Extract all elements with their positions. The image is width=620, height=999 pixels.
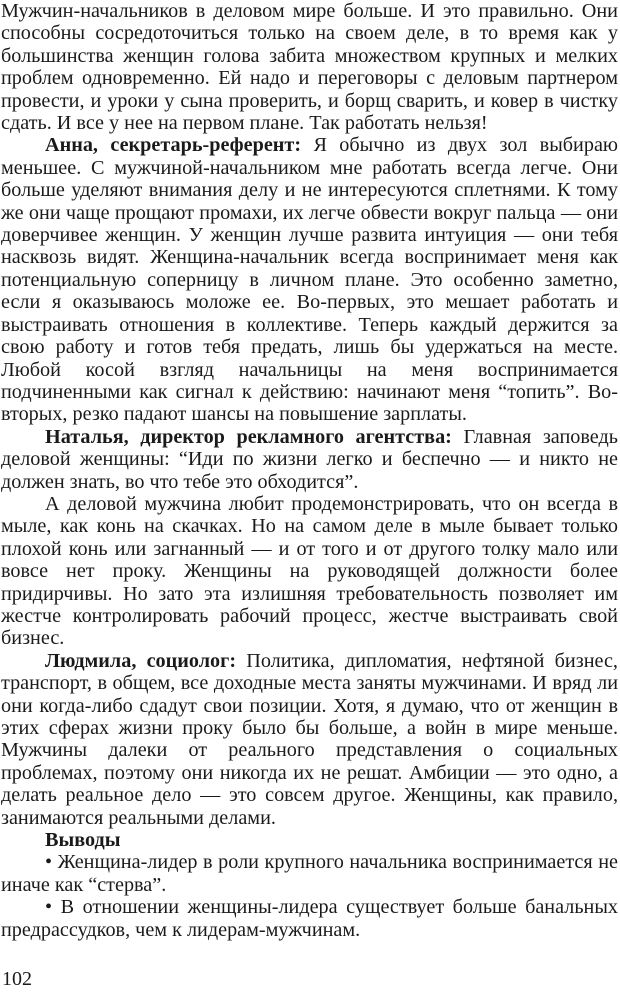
page-text: [1, 0, 618, 941]
paragraph-text: Главная заповедь деловой женщины: “Иди по жизни легко и беспечно — и никто не должен знать, во что тебе это обходится”.: [1, 425, 618, 493]
paragraph-lyudmila: [1, 650, 618, 829]
bullet-item: • В отношении женщины-лидера существует больше банальных предрассудков, чем к лидерам-мужчинам.: [1, 896, 618, 941]
section-heading: Выводы: [45, 829, 121, 852]
bullet-item: • Женщина-лидер в роли крупного начальника воспринимается не иначе как “стерва”.: [1, 851, 618, 896]
speaker-label: Людмила, социолог:: [45, 649, 237, 672]
paragraph-natalya: [1, 426, 618, 493]
paragraph-text: Политика, дипломатия, нефтяной бизнес, транспорт, в общем, все доходные места заняты мужчинами. И вряд ли они когда-либо сдадут свои позиции. Хотя, я думаю, что от женщин в этих сферах жизни проку было бы больше, а войн в мире меньше. Мужчины далеки от реального представления о социальных проблемах, поэтому они никогда их не решат. Амбиции — это одно, а делать реальное дело — это совсем другое. Женщины, как правило, занимаются реальными делами.: [1, 649, 618, 829]
paragraph-text: Я обычно из двух зол выбираю меньшее. С мужчиной-начальником мне работать всегда легче. Они больше уделяют внимания делу и не интересуются сплетнями. К тому же они чаще прощают промахи, их легче обвести вокруг пальца — они доверчивее женщин. У женщин лучше развита интуиция — они тебя насквозь видят. Женщина-начальник всегда воспринимает меня как потенциальную соперницу в личном плане. Это особенно заметно, если я оказываюсь моложе ее. Во-первых, это мешает работать и выстраивать отношения в коллективе. Теперь каждый держится за свою работу и готов тебя предать, лишь бы удержаться на месте. Любой косой взгляд начальницы на меня воспринимается подчиненными как сигнал к действию: начинают меня “топить”. Во-вторых, резко падают шансы на повышение зарплаты.: [1, 134, 618, 426]
page-number: 102: [2, 968, 32, 990]
paragraph-intro: [1, 0, 618, 134]
paragraph-business-man: [1, 493, 618, 650]
paragraph-anna: [1, 134, 618, 425]
speaker-label: Наталья, директор рекламного агентства:: [45, 425, 452, 448]
paragraph-text: Мужчин-начальников в деловом мире больше. И это правильно. Они способны сосредоточиться только на своем деле, в то время как у большинства женщин голова забита множеством крупных и мелких проблем одновременно. Ей надо и переговоры с деловым партнером провести, и уроки у сына проверить, и борщ сварить, и ковер в чистку сдать. И все у нее на первом плане. Так работать нельзя!: [1, 0, 618, 135]
speaker-label: Анна, секретарь-референт:: [45, 134, 302, 157]
paragraph-text: А деловой мужчина любит продемонстрировать, что он всегда в мыле, как конь на скачках. Но на самом деле в мыле бывает только плохой конь или загнанный — и от того и от другого толку мало или вовсе нет проку. Женщины на руководящей должности более придирчивы. Но зато эта излишняя требовательность позволяет им жестче контролировать рабочий процесс, жестче выстраивать свой бизнес.: [1, 492, 618, 650]
